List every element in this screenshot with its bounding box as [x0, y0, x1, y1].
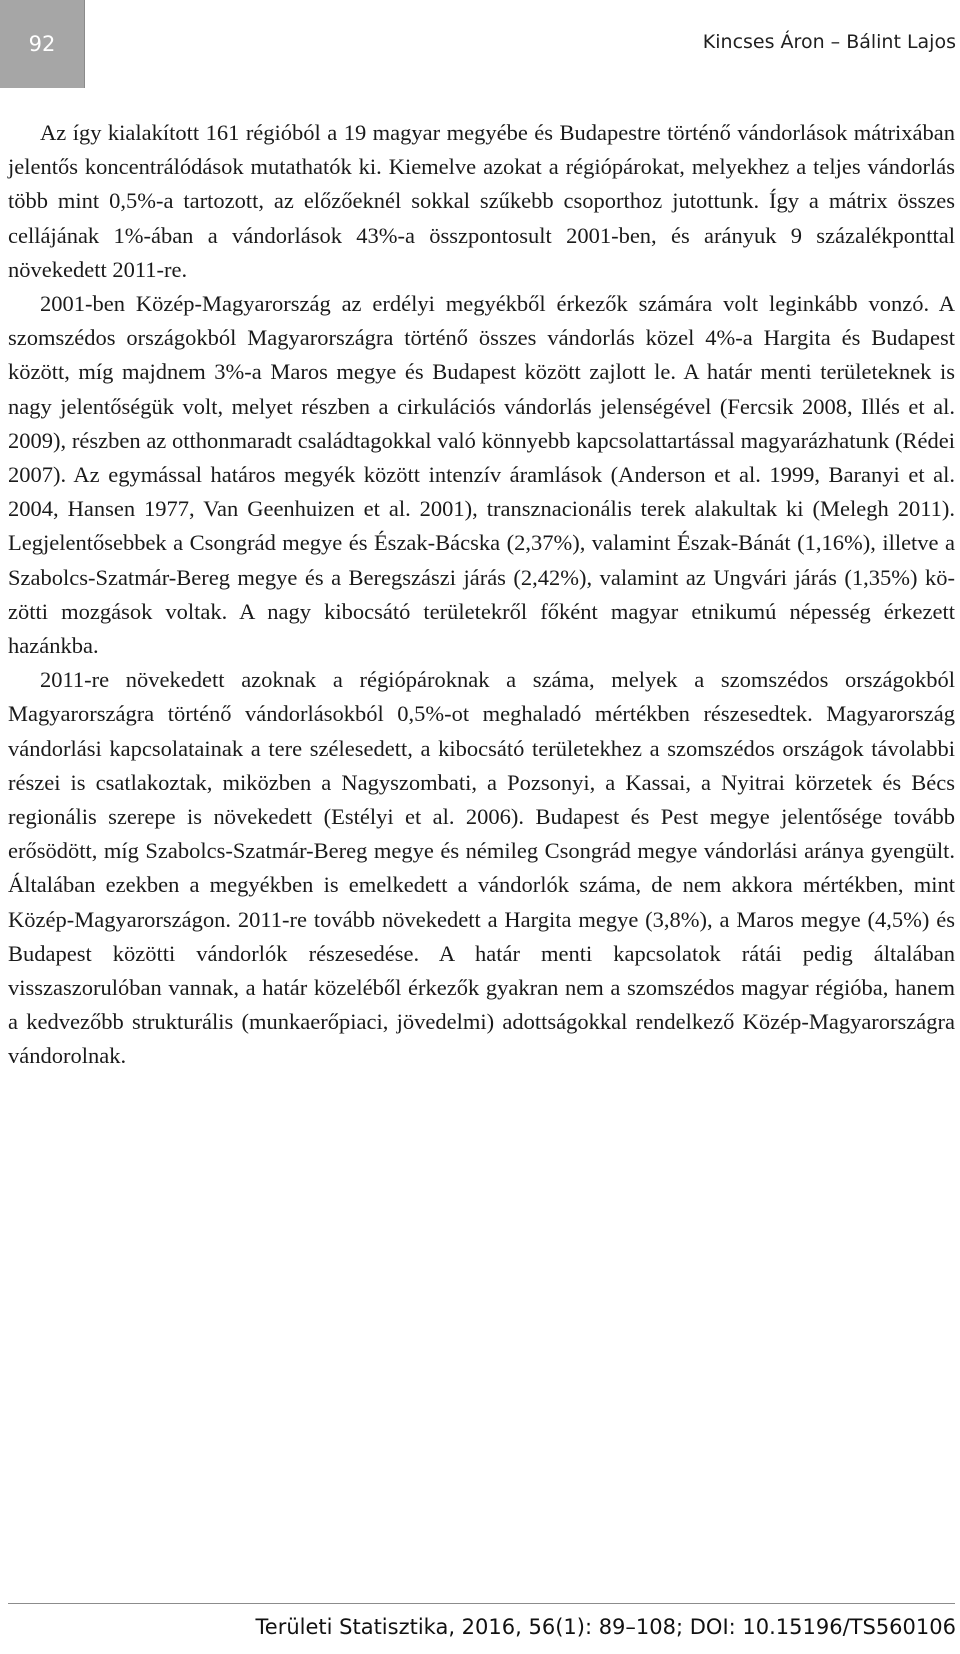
- footer-divider: [8, 1603, 955, 1604]
- page-number-tab: [0, 0, 85, 88]
- paragraph: 2011-re növekedett azoknak a régiópároknak a száma, melyek a szomszédos országokból Magyarországra történő vándorlásokból 0,5%-ot meghaladó mértékben részesedtek. Magyarország vándorlási kapcsolatainak a tere szélesedett, a kibocsátó területekhez a szomszédos országok távolabbi részei is csatlakoztak, miközben a Nagyszombati, a Pozsonyi, a Kassai, a Nyitrai körzetek és Bécs regionális szerepe is növekedett (Estélyi et al. 2006). Budapest és Pest megye jelentősége tovább erősödött, míg Szabolcs-Szatmár-Bereg megye és némileg Csongrád megye vándorlási aránya gyengült. Általában ezekben a megyékben is emelkedett a vándorlók száma, de nem akkora mértékben, mint Közép-Magyarországon. 2011-re tovább növekedett a Hargita megye (3,8%), a Maros megye (4,5%) és Budapest közötti vándorlók részesedése. A határ menti kapcsolatok rátái pedig általában visszaszorulóban vannak, a határ közeléből érkezők gyakran nem a szomszédos magyar régióba, hanem a kedvezőbb strukturális (munkaerőpiaci, jövedelmi) adottságokkal rendelkező Közép-Magyarországra vándorolnak.: [8, 667, 955, 1069]
- footer-citation: Területi Statisztika, 2016, 56(1): 89–108; DOI: 10.15196/TS560106: [255, 1615, 956, 1639]
- page-number: 92: [28, 32, 56, 56]
- article-body: [8, 116, 955, 1074]
- paragraph: 2001-ben Közép-Magyarország az erdélyi megyékből érkezők számára volt leginkább vonzó. A szomszédos országokból Magyarországra történő összes vándorlás közel 4%-a Hargita és Budapest között, míg majdnem 3%-a Maros megye és Budapest között zajlott le. A határ menti területeknek is nagy jelentőségük volt, melyet részben a cirkulációs vándorlás jelenségével (Fercsik 2008, Illés et al. 2009), részben az otthonmaradt családtagokkal való könnyebb kapcsolattartással magyarázhatunk (Rédei 2007). Az egymással határos megyék között intenzív áramlások (Anderson et al. 1999, Baranyi et al. 2004, Hansen 1977, Van Geenhuizen et al. 2001), transznacionális terek alakultak ki (Melegh 2011). Legjelentősebbek a Csongrád megye és Észak-Bácska (2,37%), valamint Észak-Bánát (1,16%), illetve a Szabolcs-Szatmár-Bereg megye és a Beregszászi járás (2,42%), valamint az Ungvári járás (1,35%) közötti mozgások voltak. A nagy kibocsátó területekről főként magyar etnikumú népesség érkezett hazánkba.: [8, 291, 955, 659]
- paragraph: Az így kialakított 161 régióból a 19 magyar megyébe és Budapestre történő vándorlások mátrixában jelentős koncentrálódások mutathatók ki. Kiemelve azokat a régiópárokat, melyekhez a teljes vándorlás több mint 0,5%-a tartozott, az előzőeknél sokkal szűkebb csoporthoz jutottunk. Így a mátrix összes cellájának 1%-ában a vándorlások 43%-a összpontosult 2001-ben, és arányuk 9 százalékponttal növekedett 2011-re.: [8, 120, 955, 282]
- running-header-authors: Kincses Áron – Bálint Lajos: [702, 31, 956, 53]
